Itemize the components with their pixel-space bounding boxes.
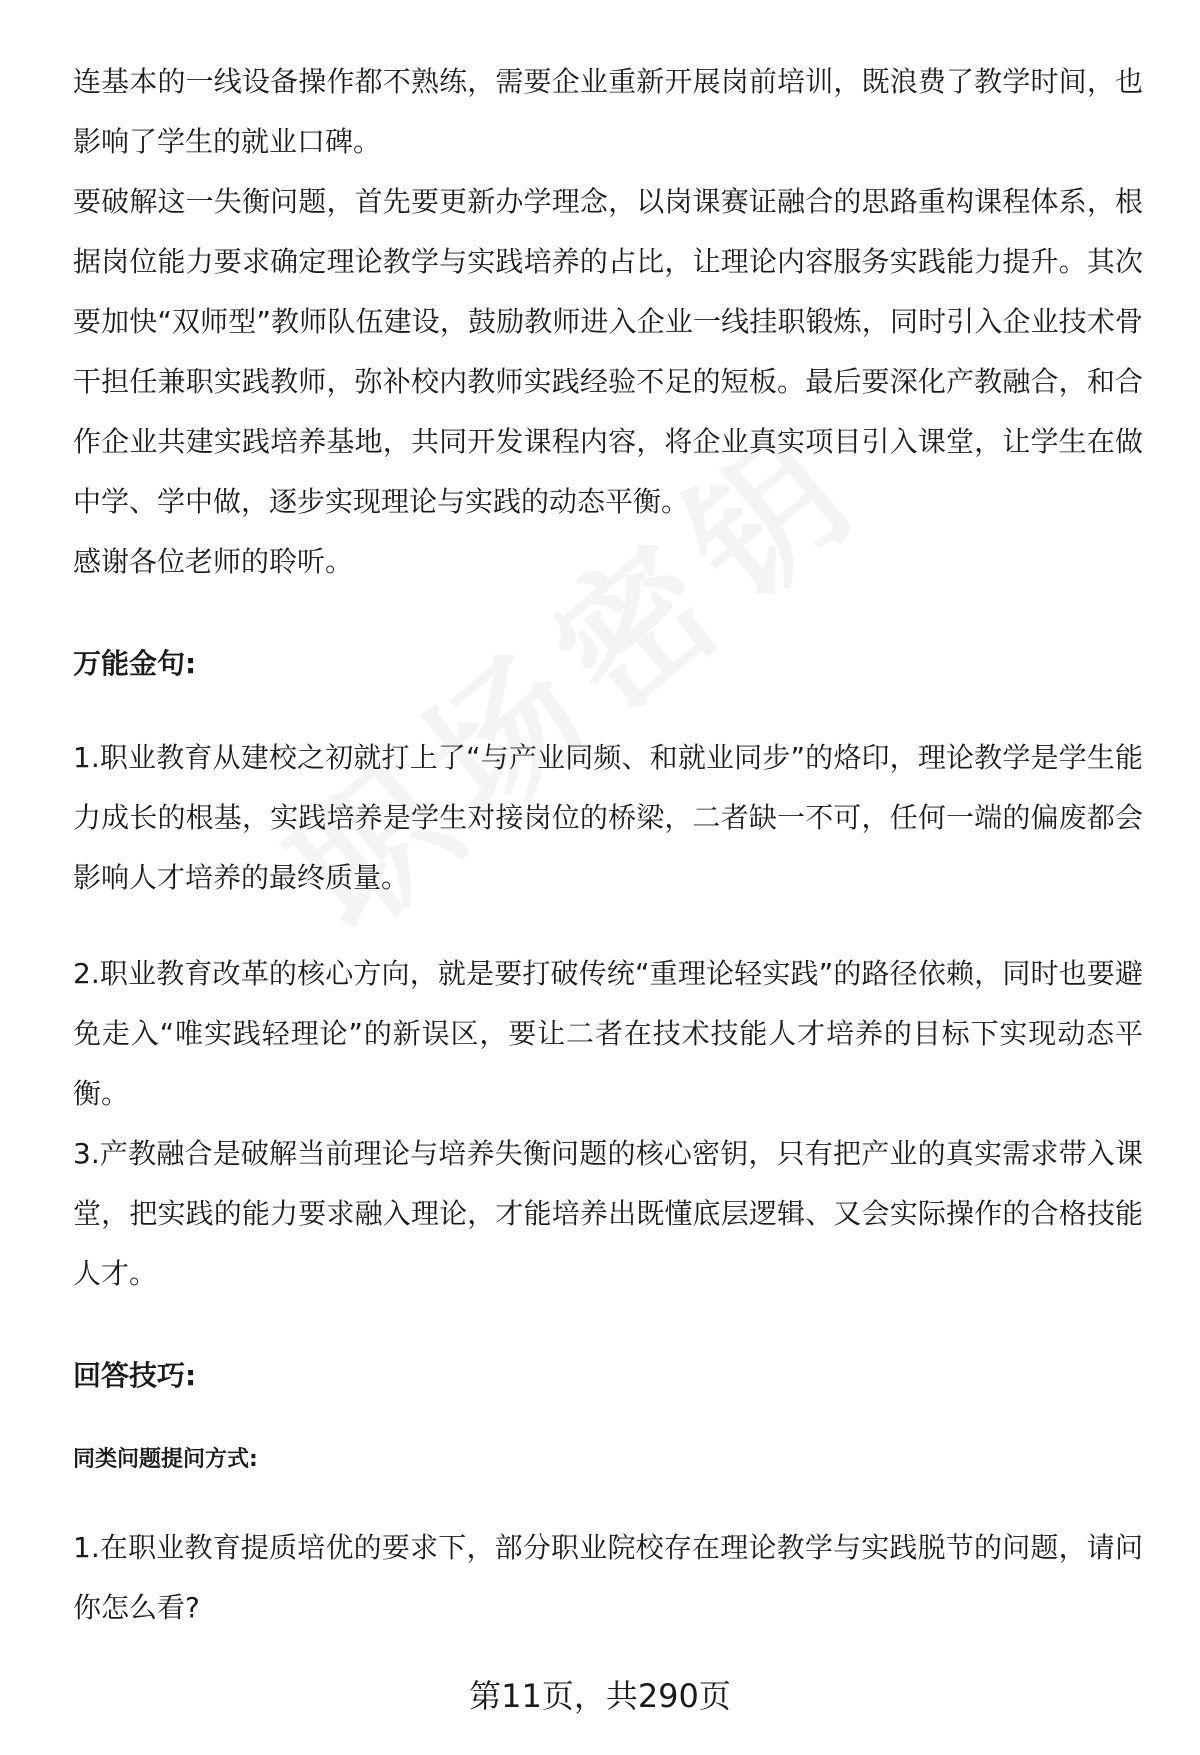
golden-item-3: 3.产教融合是破解当前理论与培养失衡问题的核心密钥，只有把产业的真实需求带入课堂，把实践的能力要求融入理论，才能培养出既懂底层逻辑、又会实际操作的合格技能人才。 xyxy=(73,1137,1143,1290)
heading-answer-tips: 回答技巧: xyxy=(73,1359,197,1392)
heading-golden-sentences: 万能金句: xyxy=(73,647,197,680)
subheading-similar-questions: 同类问题提问方式: xyxy=(73,1447,258,1472)
question-item-1: 1.在职业教育提质培优的要求下，部分职业院校存在理论教学与实践脱节的问题，请问你怎么看? xyxy=(73,1531,1143,1624)
paragraph-thanks: 感谢各位老师的聆听。 xyxy=(73,545,354,578)
golden-item-1: 1.职业教育从建校之初就打上了“与产业同频、和就业同步”的烙印，理论教学是学生能力成长的根基，实践培养是学生对接岗位的桥梁，二者缺一不可，任何一端的偏废都会影响人才培养的最终质量。 xyxy=(73,741,1143,894)
paragraph-continuation: 连基本的一线设备操作都不熟练，需要企业重新开展岗前培训，既浪费了教学时间，也影响了学生的就业口碑。 xyxy=(73,65,1143,158)
golden-item-2: 2.职业教育改革的核心方向，就是要打破传统“重理论轻实践”的路径依赖，同时也要避免走入“唯实践轻理论”的新误区，要让二者在技术技能人才培养的目标下实现动态平衡。 xyxy=(73,957,1143,1110)
paragraph-solution: 要破解这一失衡问题，首先要更新办学理念，以岗课赛证融合的思路重构课程体系，根据岗位能力要求确定理论教学与实践培养的占比，让理论内容服务实践能力提升。其次要加快“双师型”教师队伍建设，鼓励教师进入企业一线挂职锻炼，同时引入企业技术骨干担任兼职实践教师，弥补校内教师实践经验不足的短板。最后要深化产教融合，和合作企业共建实践培养基地，共同开发课程内容，将企业真实项目引入课堂，让学生在做中学、学中做，逐步实现理论与实践的动态平衡。 xyxy=(73,185,1143,518)
page-number-footer: 第11页，共290页 xyxy=(469,1677,731,1715)
page-content xyxy=(73,52,1143,1638)
